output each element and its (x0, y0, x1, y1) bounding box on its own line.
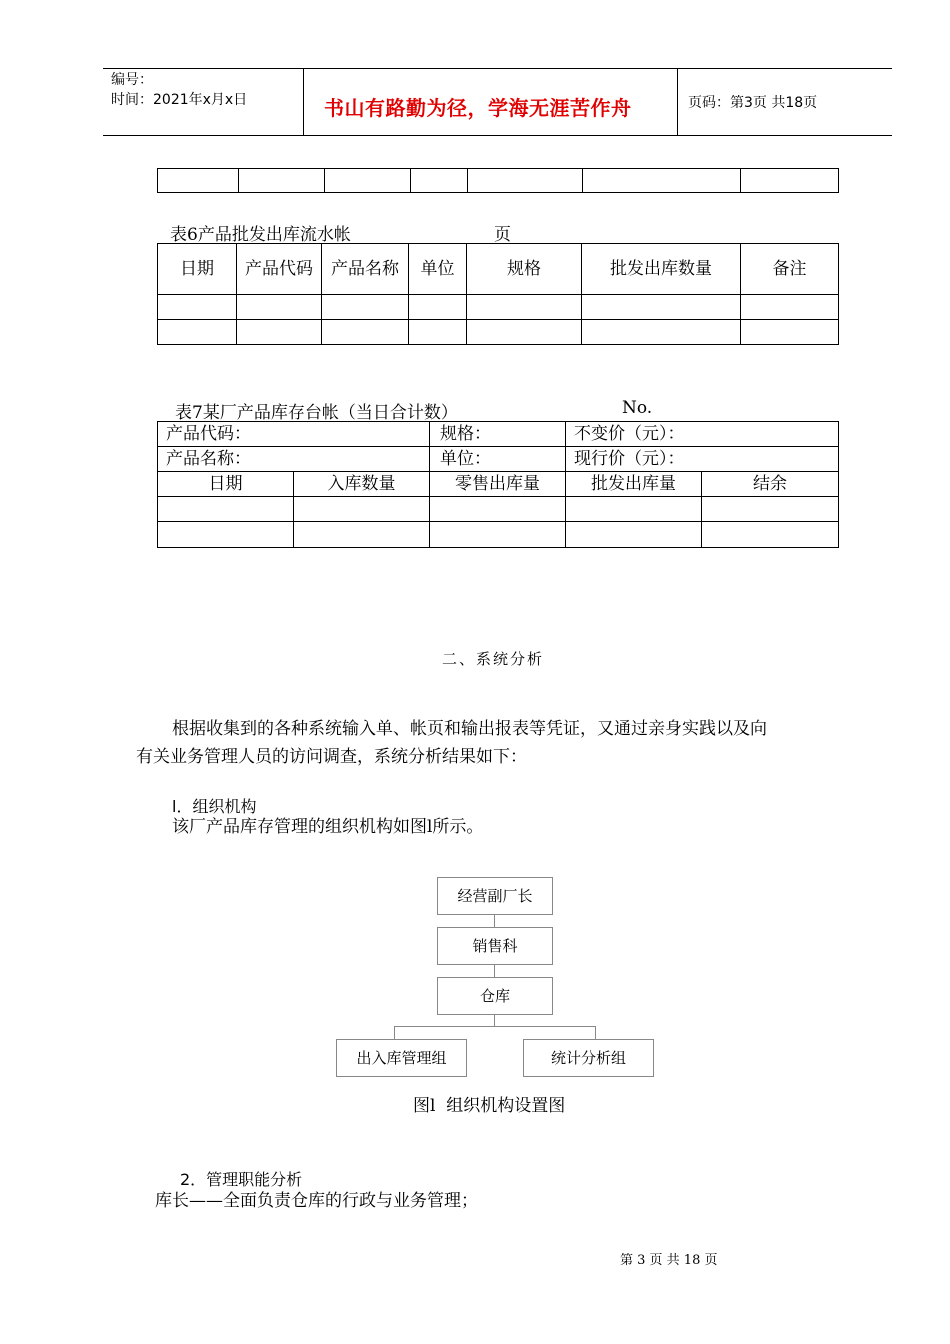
table7-caption-no: No. (622, 398, 653, 418)
table7-header-balance: 结余 (702, 472, 839, 497)
table7-header-in-qty: 入库数量 (294, 472, 430, 497)
subsection-1-title: l．组织机构 (172, 797, 257, 816)
table7-product-name: 产品名称： (158, 447, 430, 472)
subsection-2-title: 2．管理职能分析 (180, 1170, 303, 1189)
org-connector (394, 1026, 596, 1027)
table6-header-spec: 规格 (467, 244, 582, 295)
table-cell (411, 169, 468, 193)
table7-product-code: 产品代码： (158, 422, 430, 447)
table6-caption-page: 页 (494, 225, 511, 245)
table7-spec: 规格： (430, 422, 566, 447)
table6 (157, 243, 839, 345)
table7-header-date: 日期 (158, 472, 294, 497)
header-number-label: 编号： (111, 72, 153, 88)
org-connector (595, 1026, 596, 1040)
header-motto: 书山有路勤为径，学海无涯苦作舟 (324, 96, 632, 120)
header-time-label: 时间：2021年x月x日 (111, 92, 248, 108)
table-cell (468, 169, 583, 193)
org-connector (494, 964, 495, 977)
org-box-vice-director: 经营副厂长 (437, 877, 553, 915)
section-title: 二、系统分析 (442, 650, 545, 668)
header-page-label: 页码：第3页 共18页 (688, 95, 818, 111)
table7-caption: 表7某厂产品库存台帐（当日合计数） (175, 403, 458, 423)
header-top-rule (103, 68, 892, 69)
subsection-1-text: 该厂产品库存管理的组织机构如图l所示。 (172, 817, 484, 837)
table-row (158, 497, 839, 522)
header-divider-2 (677, 69, 678, 136)
org-connector (494, 914, 495, 927)
org-chart-caption: 图l 组织机构设置图 (413, 1096, 566, 1116)
table7-constant-price: 不变价（元）： (566, 422, 839, 447)
subsection-2-text: 库长——全面负责仓库的行政与业务管理； (155, 1191, 478, 1211)
table6-header-qty: 批发出库数量 (582, 244, 741, 295)
table-row (158, 320, 839, 345)
table6-header-code: 产品代码 (237, 244, 322, 295)
table6-header-unit: 单位 (409, 244, 467, 295)
table-cell (741, 169, 839, 193)
table-cell (325, 169, 411, 193)
table-row (158, 522, 839, 548)
org-connector (494, 1014, 495, 1026)
table6-caption: 表6产品批发出库流水帐 (170, 225, 351, 245)
table-cell (158, 169, 239, 193)
intro-line-1: 根据收集到的各种系统输入单、帐页和输出报表等凭证，又通过亲身实践以及向 (172, 719, 767, 739)
org-box-stats-group: 统计分析组 (523, 1039, 654, 1077)
org-box-warehouse: 仓库 (437, 977, 553, 1015)
table7 (157, 421, 839, 548)
footer-page-number: 第 3 页 共 18 页 (620, 1253, 718, 1268)
table6-header-date: 日期 (158, 244, 237, 295)
header-divider-1 (303, 69, 304, 136)
table-cell (239, 169, 325, 193)
table7-current-price: 现行价（元）： (566, 447, 839, 472)
table6-header-note: 备注 (741, 244, 839, 295)
table7-unit: 单位： (430, 447, 566, 472)
table6-header-name: 产品名称 (322, 244, 409, 295)
org-connector (394, 1026, 395, 1040)
table-row (158, 295, 839, 320)
previous-table-tail (157, 168, 839, 193)
table7-header-retail-out: 零售出库量 (430, 472, 566, 497)
org-box-sales-dept: 销售科 (437, 927, 553, 965)
table-cell (583, 169, 741, 193)
table7-header-wholesale-out: 批发出库量 (566, 472, 702, 497)
org-box-inout-group: 出入库管理组 (336, 1039, 467, 1077)
intro-line-2: 有关业务管理人员的访问调查，系统分析结果如下： (136, 747, 527, 767)
header-bottom-rule (103, 135, 892, 136)
